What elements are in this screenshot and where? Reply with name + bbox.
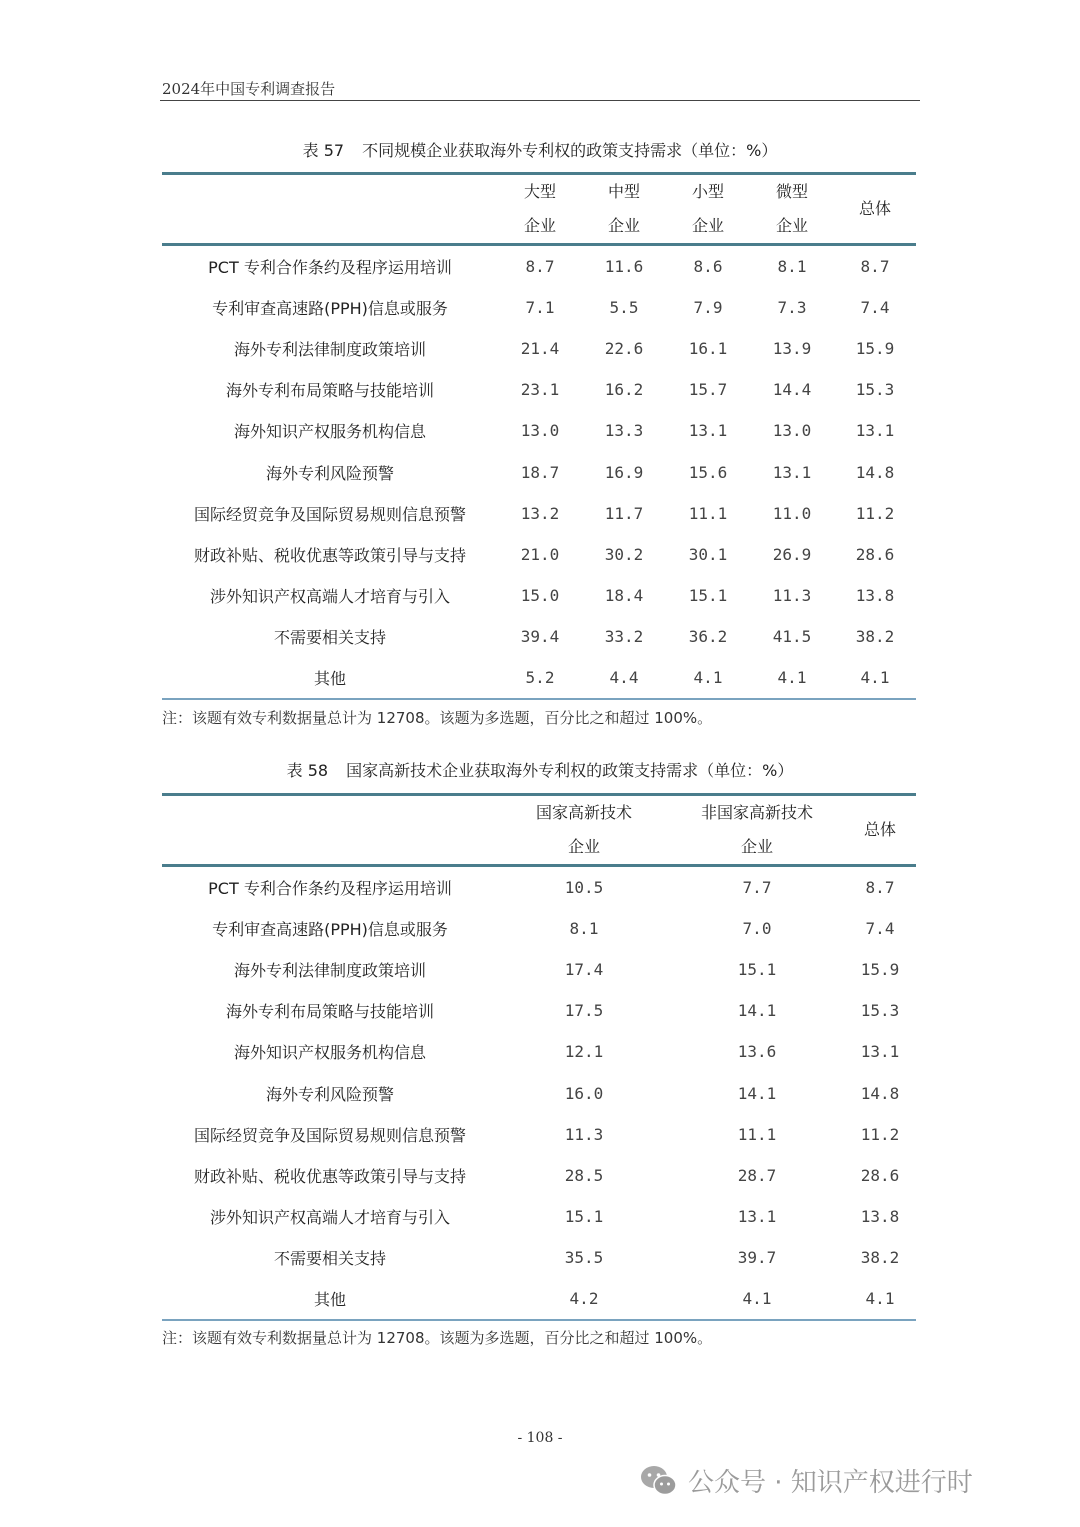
row-label: 其他: [162, 1278, 498, 1320]
table-row: [162, 990, 916, 1031]
row-label: 国际经贸竞争及国际贸易规则信息预警: [193, 1125, 466, 1145]
row-label: 海外专利布局策略与技能培训: [225, 381, 434, 401]
cell-value: 13.0: [520, 421, 560, 441]
cell-value: 11.3: [564, 1124, 604, 1144]
cell-value: 39.4: [520, 626, 560, 646]
row-label: 涉外知识产权高端人才培育与引入: [209, 586, 450, 606]
table57-col-total: 总体: [834, 174, 916, 245]
cell-value: 4.2: [498, 1278, 670, 1320]
cell-value: 14.4: [772, 380, 812, 400]
table-row: [162, 657, 916, 699]
cell-value: 8.1: [569, 919, 599, 939]
cell-value: 18.4: [604, 585, 644, 605]
cell-value: 13.1: [772, 462, 812, 482]
running-head: 2024年中国专利调查报告: [162, 80, 336, 98]
cell-value: 15.7: [688, 380, 728, 400]
cell-value: 11.7: [604, 503, 644, 523]
table57-number: 表 57: [302, 141, 345, 160]
cell-value: 13.1: [737, 1206, 777, 1226]
cell-value: 13.8: [860, 1206, 900, 1226]
cell-value: 30.1: [688, 544, 728, 564]
table-row: [162, 1031, 916, 1072]
row-label: PCT 专利合作条约及程序运用培训: [208, 879, 452, 899]
cell-value: 7.0: [742, 919, 772, 939]
table57-col-micro: 微型 企业: [750, 174, 834, 245]
row-label: 涉外知识产权高端人才培育与引入: [209, 1207, 450, 1227]
table57-col-small: 小型 企业: [666, 174, 750, 245]
table-row: [162, 1155, 916, 1196]
cell-value: 16.2: [604, 380, 644, 400]
cell-value: 11.2: [855, 503, 895, 523]
row-label: 海外知识产权服务机构信息: [233, 1043, 426, 1063]
cell-value: 15.3: [860, 1001, 900, 1021]
cell-value: 13.1: [855, 421, 895, 441]
row-label: 其他: [162, 657, 498, 699]
cell-value: 26.9: [772, 544, 812, 564]
cell-value: 13.9: [772, 339, 812, 359]
row-label: 专利审查高速路(PPH)信息或服务: [212, 299, 448, 319]
cell-value: 30.2: [604, 544, 644, 564]
table-row: [162, 908, 916, 949]
table-row: [162, 1114, 916, 1155]
cell-value: 15.0: [520, 585, 560, 605]
cell-value: 15.1: [737, 960, 777, 980]
row-label: 海外知识产权服务机构信息: [233, 422, 426, 442]
table58-title: 国家高新技术企业获取海外专利权的政策支持需求（单位：%）: [346, 761, 794, 780]
cell-value: 13.6: [737, 1042, 777, 1062]
cell-value: 28.7: [737, 1165, 777, 1185]
cell-value: 13.8: [855, 585, 895, 605]
cell-value: 8.6: [693, 257, 723, 277]
table57-note: 注：该题有效专利数据量总计为 12708。该题为多选题，百分比之和超过 100%。: [162, 709, 713, 727]
row-label: 不需要相关支持: [273, 1248, 386, 1268]
cell-value: 38.2: [855, 626, 895, 646]
table58-note: 注：该题有效专利数据量总计为 12708。该题为多选题，百分比之和超过 100%。: [162, 1329, 713, 1347]
cell-value: 5.5: [609, 298, 639, 318]
cell-value: 15.9: [860, 960, 900, 980]
cell-value: 12.1: [564, 1042, 604, 1062]
cell-value: 35.5: [564, 1247, 604, 1267]
cell-value: 7.1: [525, 298, 555, 318]
cell-value: 13.2: [520, 503, 560, 523]
table-row: [162, 410, 916, 451]
cell-value: 15.1: [564, 1206, 604, 1226]
table-row: [162, 493, 916, 534]
cell-value: 4.1: [844, 1278, 916, 1320]
cell-value: 21.0: [520, 544, 560, 564]
row-label: 财政补贴、税收优惠等政策引导与支持: [193, 545, 466, 565]
cell-value: 14.1: [737, 1001, 777, 1021]
table-row: [162, 616, 916, 657]
cell-value: 13.3: [604, 421, 644, 441]
cell-value: 14.1: [737, 1083, 777, 1103]
cell-value: 7.4: [865, 919, 895, 939]
row-label: 海外专利风险预警: [265, 463, 394, 483]
table57-header-row: [162, 174, 916, 245]
cell-value: 15.1: [688, 585, 728, 605]
table-row: [162, 949, 916, 990]
table58-col-non-hitech: 非国家高新技术 企业: [670, 795, 844, 866]
table58-header-blank: [162, 795, 498, 866]
watermark: [640, 1462, 973, 1499]
cell-value: 18.7: [520, 462, 560, 482]
cell-value: 15.3: [855, 380, 895, 400]
table58-caption: [160, 758, 920, 781]
cell-value: 8.7: [525, 257, 555, 277]
cell-value: 15.9: [855, 339, 895, 359]
cell-value: 17.4: [564, 960, 604, 980]
table-row: [162, 369, 916, 410]
cell-value: 4.1: [834, 657, 916, 699]
cell-value: 38.2: [860, 1247, 900, 1267]
cell-value: 16.9: [604, 462, 644, 482]
cell-value: 8.7: [860, 257, 890, 277]
cell-value: 14.8: [855, 462, 895, 482]
wechat-icon: [640, 1465, 678, 1497]
table-row: [162, 1237, 916, 1278]
cell-value: 11.2: [860, 1124, 900, 1144]
cell-value: 36.2: [688, 626, 728, 646]
cell-value: 13.1: [860, 1042, 900, 1062]
row-label: 海外专利风险预警: [265, 1084, 394, 1104]
page-number: - 108 -: [517, 1430, 563, 1446]
row-label: 国际经贸竞争及国际贸易规则信息预警: [193, 504, 466, 524]
row-label: 海外专利法律制度政策培训: [233, 340, 426, 360]
cell-value: 16.0: [564, 1083, 604, 1103]
row-label: 专利审查高速路(PPH)信息或服务: [212, 920, 448, 940]
table-row: [162, 1278, 916, 1320]
cell-value: 8.7: [865, 878, 895, 898]
cell-value: 10.5: [564, 878, 604, 898]
table-row: [162, 328, 916, 369]
table-row: [162, 1072, 916, 1113]
cell-value: 7.4: [860, 298, 890, 318]
row-label: 海外专利法律制度政策培训: [233, 961, 426, 981]
cell-value: 11.1: [737, 1124, 777, 1144]
cell-value: 16.1: [688, 339, 728, 359]
cell-value: 21.4: [520, 339, 560, 359]
watermark-text: 公众号 · 知识产权进行时: [688, 1468, 973, 1498]
cell-value: 4.1: [670, 1278, 844, 1320]
cell-value: 4.1: [750, 657, 834, 699]
cell-value: 28.6: [855, 544, 895, 564]
cell-value: 8.1: [777, 257, 807, 277]
cell-value: 11.0: [772, 503, 812, 523]
cell-value: 7.9: [693, 298, 723, 318]
row-label: 海外专利布局策略与技能培训: [225, 1002, 434, 1022]
table57-col-large: 大型 企业: [498, 174, 582, 245]
table-row: [162, 534, 916, 575]
table57-header-blank: [162, 174, 498, 245]
row-label: 财政补贴、税收优惠等政策引导与支持: [193, 1166, 466, 1186]
cell-value: 22.6: [604, 339, 644, 359]
table-row: [162, 451, 916, 492]
cell-value: 11.1: [688, 503, 728, 523]
table57: [162, 172, 916, 700]
cell-value: 23.1: [520, 380, 560, 400]
table57-title: 不同规模企业获取海外专利权的政策支持需求（单位：%）: [362, 141, 778, 160]
table58-col-total: 总体: [844, 795, 916, 866]
cell-value: 4.4: [582, 657, 666, 699]
cell-value: 13.0: [772, 421, 812, 441]
row-label: PCT 专利合作条约及程序运用培训: [208, 258, 452, 278]
cell-value: 15.6: [688, 462, 728, 482]
table57-caption: [160, 138, 920, 161]
table-row: [162, 245, 916, 288]
table57-col-medium: 中型 企业: [582, 174, 666, 245]
table-row: [162, 866, 916, 909]
table58-header-row: [162, 795, 916, 866]
header-rule: [160, 100, 920, 101]
cell-value: 41.5: [772, 626, 812, 646]
cell-value: 11.3: [772, 585, 812, 605]
cell-value: 28.5: [564, 1165, 604, 1185]
table-row: [162, 1196, 916, 1237]
cell-value: 7.3: [777, 298, 807, 318]
cell-value: 5.2: [498, 657, 582, 699]
cell-value: 28.6: [860, 1165, 900, 1185]
cell-value: 13.1: [688, 421, 728, 441]
table58-number: 表 58: [286, 761, 329, 780]
cell-value: 39.7: [737, 1247, 777, 1267]
cell-value: 11.6: [604, 257, 644, 277]
cell-value: 4.1: [666, 657, 750, 699]
cell-value: 33.2: [604, 626, 644, 646]
cell-value: 7.7: [742, 878, 772, 898]
table-row: [162, 287, 916, 328]
table58-col-hitech: 国家高新技术 企业: [498, 795, 670, 866]
table-row: [162, 575, 916, 616]
cell-value: 14.8: [860, 1083, 900, 1103]
table58: [162, 793, 916, 1321]
row-label: 不需要相关支持: [273, 627, 386, 647]
cell-value: 17.5: [564, 1001, 604, 1021]
